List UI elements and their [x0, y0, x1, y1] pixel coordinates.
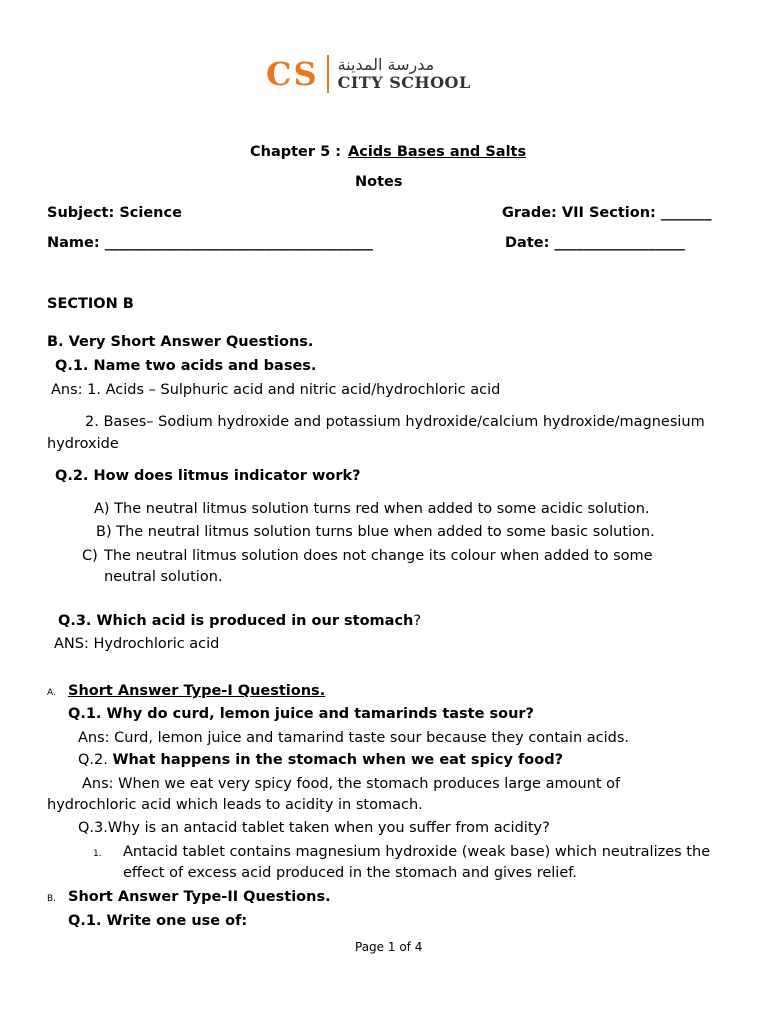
answer-text: Ans: Curd, lemon juice and tamarind taste sour because they contain acids.	[78, 730, 630, 746]
chapter-title: Acids Bases and Salts	[348, 144, 527, 160]
list-marker: C)	[82, 548, 98, 564]
notes-heading: Notes	[355, 174, 403, 190]
answer-text: neutral solution.	[104, 569, 223, 585]
question-text: Q.1. Why do curd, lemon juice and tamarinds taste sour?	[68, 706, 534, 722]
answer-text: hydroxide	[47, 436, 119, 452]
answer-text: Antacid tablet contains magnesium hydroxide (weak base) which neutralizes the	[123, 844, 711, 860]
answer-text: ANS: Hydrochloric acid	[54, 636, 220, 652]
section-heading: SECTION B	[47, 296, 134, 312]
answer-text: B) The neutral litmus solution turns blue when added to some basic solution.	[96, 524, 655, 540]
logo-divider	[327, 55, 329, 93]
question-text: Q.1. Write one use of:	[68, 913, 248, 929]
question-text: Q.2. How does litmus indicator work?	[55, 468, 361, 484]
answer-text: effect of excess acid produced in the stomach and gives relief.	[123, 865, 577, 881]
short-answer-1-heading: Short Answer Type-I Questions.	[68, 683, 326, 699]
question-line	[58, 613, 421, 629]
logo-text	[338, 56, 471, 91]
name-field: Name: _____________________________________	[47, 235, 373, 251]
subject-field: Subject: Science	[47, 205, 182, 221]
page-number: Page 1 of 4	[355, 940, 423, 954]
logo-english-name: CITY SCHOOL	[337, 73, 471, 92]
logo-initials: CS	[266, 55, 319, 93]
chapter-label: Chapter 5 :	[250, 144, 342, 160]
date-field: Date: __________________	[505, 235, 685, 251]
list-marker: 1.	[93, 849, 102, 859]
question-mark: ?	[413, 613, 422, 629]
question-text: Q.1. Name two acids and bases.	[55, 358, 317, 374]
answer-text: A) The neutral litmus solution turns red when added to some acidic solution.	[94, 501, 650, 517]
grade-section-field: Grade: VII Section: _______	[502, 205, 712, 221]
answer-text: hydrochloric acid which leads to acidity in stomach.	[47, 797, 423, 813]
answer-text: Ans: When we eat very spicy food, the stomach produces large amount of	[82, 776, 621, 792]
answer-text: 2. Bases– Sodium hydroxide and potassium hydroxide/calcium hydroxide/magnesium	[85, 414, 705, 430]
logo-arabic-name: مدرسة المدينة	[337, 55, 435, 75]
school-logo	[266, 52, 471, 96]
answer-text: Ans: 1. Acids – Sulphuric acid and nitric acid/hydrochloric acid	[51, 382, 501, 398]
question-text: What happens in the stomach when we eat spicy food?	[112, 752, 564, 768]
question-line	[78, 752, 563, 768]
short-answer-2-heading: Short Answer Type-II Questions.	[68, 889, 331, 905]
question-text: Q.3.Why is an antacid tablet taken when you suffer from acidity?	[78, 820, 550, 836]
question-label: Q.2.	[78, 752, 108, 768]
list-marker: B.	[47, 894, 57, 904]
answer-text: The neutral litmus solution does not change its colour when added to some	[104, 548, 653, 564]
vsa-heading: B. Very Short Answer Questions.	[47, 334, 314, 350]
list-marker: A.	[47, 688, 56, 698]
question-text: Q.3. Which acid is produced in our stomach	[58, 613, 414, 629]
